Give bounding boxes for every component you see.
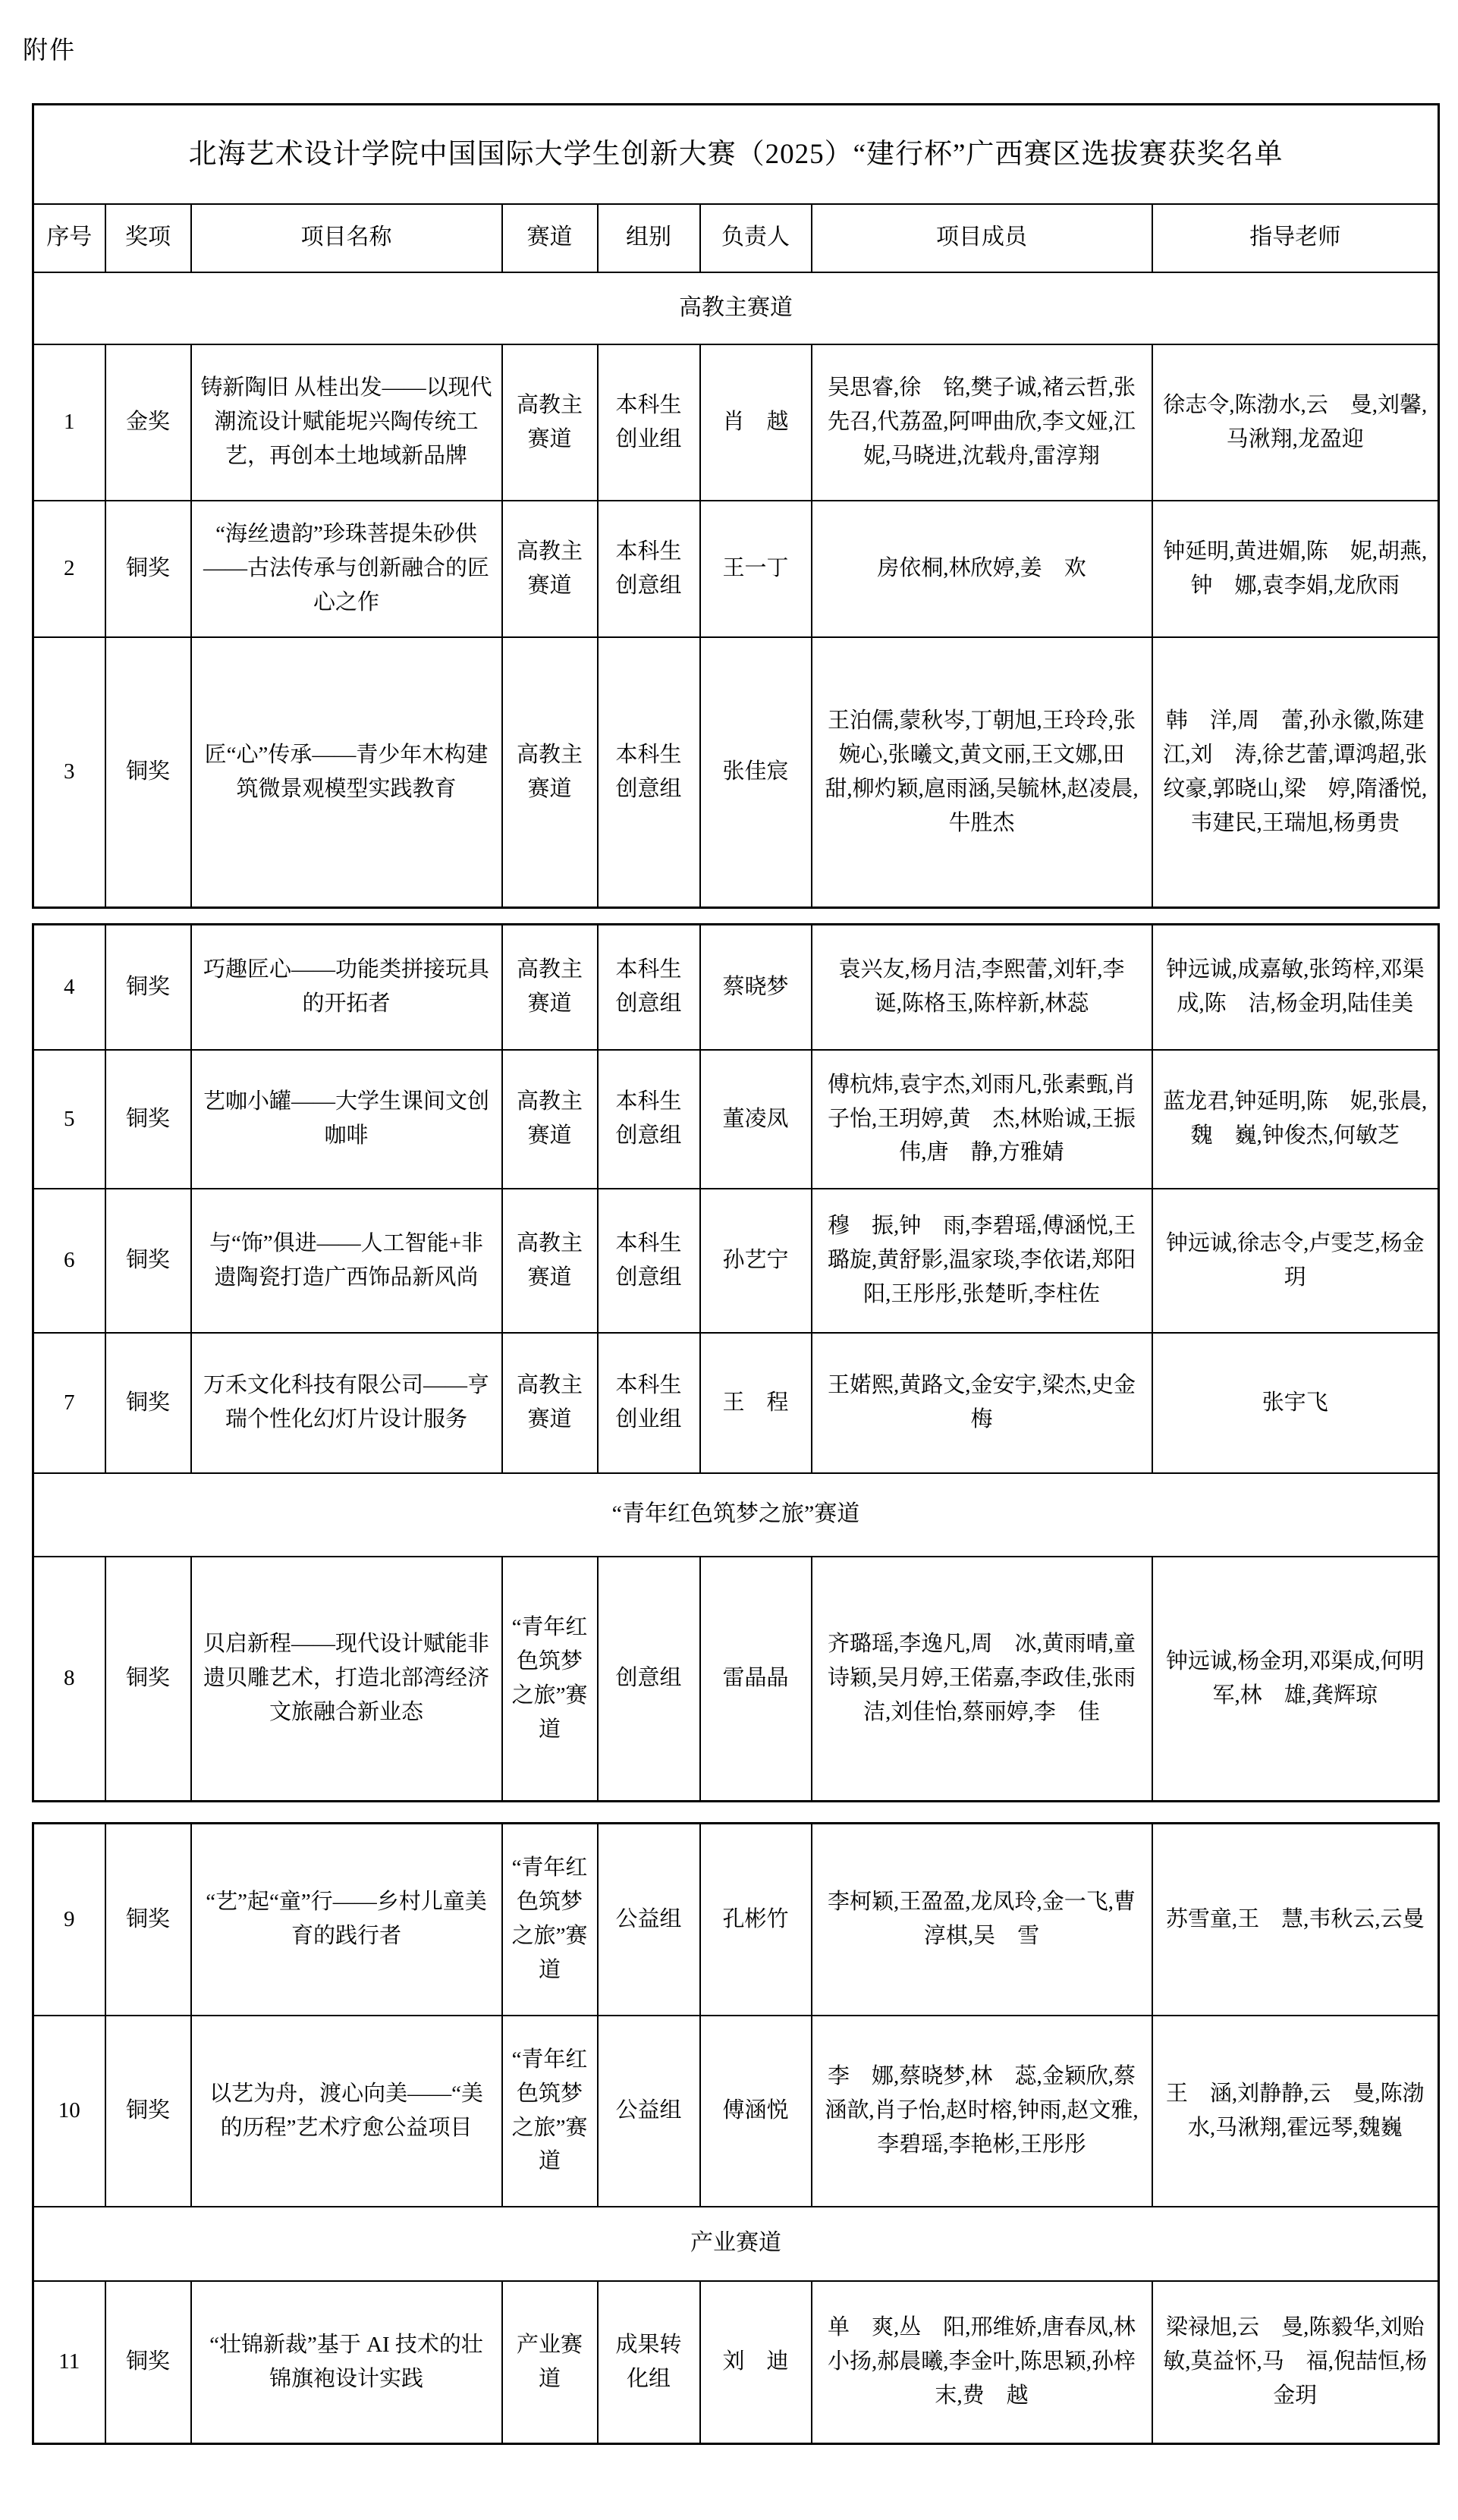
- cell-award: 铜奖: [105, 1824, 191, 2016]
- cell-members: 傅杭炜,袁宇杰,刘雨凡,张素甄,肖子怡,王玥婷,黄 杰,林贻诚,王振伟,唐 静,方雅婧: [812, 1050, 1152, 1189]
- cell-index: 6: [33, 1189, 105, 1333]
- table-row: [33, 1557, 1439, 1802]
- cell-index: 8: [33, 1557, 105, 1802]
- cell-track: “青年红色筑梦之旅”赛道: [502, 1824, 598, 2016]
- cell-index: 4: [33, 925, 105, 1050]
- award-table-segment-3: [32, 1822, 1440, 2445]
- cell-leader: 王 程: [700, 1333, 812, 1473]
- table-row: [33, 1050, 1439, 1189]
- section-header-row: [33, 272, 1439, 344]
- cell-group: 本科生创意组: [598, 1189, 700, 1333]
- cell-leader: 孙艺宁: [700, 1189, 812, 1333]
- cell-award: 铜奖: [105, 1333, 191, 1473]
- table-row: [33, 344, 1439, 501]
- cell-group: 公益组: [598, 1824, 700, 2016]
- section-header: “青年红色筑梦之旅”赛道: [33, 1473, 1439, 1557]
- cell-track: 高教主赛道: [502, 1050, 598, 1189]
- cell-index: 3: [33, 637, 105, 908]
- cell-track: 产业赛道: [502, 2281, 598, 2444]
- cell-members: 李 娜,蔡晓梦,林 蕊,金颖欣,蔡涵歆,肖子怡,赵时榕,钟雨,赵文雅,李碧瑶,李艳彬,王彤彤: [812, 2016, 1152, 2207]
- cell-teachers: 韩 洋,周 蕾,孙永徽,陈建江,刘 涛,徐艺蕾,谭鸿超,张纹豪,郭晓山,梁 婷,隋潘悦,韦建民,王瑞旭,杨勇贵: [1152, 637, 1439, 908]
- cell-group: 创意组: [598, 1557, 700, 1802]
- cell-members: 王泊儒,蒙秋岑,丁朝旭,王玲玲,张婉心,张曦文,黄文丽,王文娜,田 甜,柳灼颖,扈雨涵,吴毓林,赵凌晨,牛胜杰: [812, 637, 1152, 908]
- cell-teachers: 钟远诚,徐志令,卢雯芝,杨金玥: [1152, 1189, 1439, 1333]
- cell-index: 11: [33, 2281, 105, 2444]
- cell-members: 袁兴友,杨月洁,李熙蕾,刘轩,李 诞,陈格玉,陈梓新,林蕊: [812, 925, 1152, 1050]
- table-row: [33, 1333, 1439, 1473]
- cell-group: 本科生创业组: [598, 1333, 700, 1473]
- cell-project-name: “艺”起“童”行——乡村儿童美育的践行者: [191, 1824, 502, 2016]
- cell-members: 王婼熙,黄路文,金安宇,梁杰,史金梅: [812, 1333, 1152, 1473]
- cell-teachers: 梁禄旭,云 曼,陈毅华,刘贻敏,莫益怀,马 福,倪喆恒,杨金玥: [1152, 2281, 1439, 2444]
- table-row: [33, 1189, 1439, 1333]
- cell-track: 高教主赛道: [502, 637, 598, 908]
- cell-group: 本科生创意组: [598, 925, 700, 1050]
- cell-group: 本科生创意组: [598, 501, 700, 637]
- cell-award: 铜奖: [105, 1557, 191, 1802]
- cell-project-name: 贝启新程——现代设计赋能非遗贝雕艺术，打造北部湾经济文旅融合新业态: [191, 1557, 502, 1802]
- cell-index: 5: [33, 1050, 105, 1189]
- cell-project-name: 与“饰”俱进——人工智能+非遗陶瓷打造广西饰品新风尚: [191, 1189, 502, 1333]
- table-row: [33, 2281, 1439, 2444]
- cell-leader: 肖 越: [700, 344, 812, 501]
- cell-index: 7: [33, 1333, 105, 1473]
- cell-leader: 王一丁: [700, 501, 812, 637]
- cell-project-name: 铸新陶旧 从桂出发——以现代潮流设计赋能坭兴陶传统工艺，再创本土地域新品牌: [191, 344, 502, 501]
- cell-index: 9: [33, 1824, 105, 2016]
- cell-project-name: 以艺为舟，渡心向美——“美的历程”艺术疗愈公益项目: [191, 2016, 502, 2207]
- cell-track: 高教主赛道: [502, 501, 598, 637]
- cell-members: 李柯颖,王盈盈,龙凤玲,金一飞,曹淳棋,吴 雪: [812, 1824, 1152, 2016]
- cell-group: 公益组: [598, 2016, 700, 2207]
- cell-index: 1: [33, 344, 105, 501]
- cell-leader: 刘 迪: [700, 2281, 812, 2444]
- cell-members: 单 爽,丛 阳,邢维娇,唐春凤,林小扬,郝晨曦,李金叶,陈思颖,孙梓末,费 越: [812, 2281, 1152, 2444]
- col-header-track: 赛道: [502, 204, 598, 272]
- cell-group: 本科生创意组: [598, 637, 700, 908]
- cell-teachers: 张宇飞: [1152, 1333, 1439, 1473]
- col-header-index: 序号: [33, 204, 105, 272]
- cell-track: “青年红色筑梦之旅”赛道: [502, 2016, 598, 2207]
- cell-project-name: 巧趣匠心——功能类拼接玩具的开拓者: [191, 925, 502, 1050]
- cell-members: 穆 振,钟 雨,李碧瑶,傅涵悦,王璐旋,黄舒影,温家琰,李依诺,郑阳阳,王彤彤,张楚昕,李柱佐: [812, 1189, 1152, 1333]
- col-header-members: 项目成员: [812, 204, 1152, 272]
- cell-leader: 雷晶晶: [700, 1557, 812, 1802]
- table-header-row: [33, 204, 1439, 272]
- cell-track: “青年红色筑梦之旅”赛道: [502, 1557, 598, 1802]
- cell-project-name: 匠“心”传承——青少年木构建筑微景观模型实践教育: [191, 637, 502, 908]
- cell-teachers: 钟远诚,杨金玥,邓渠成,何明军,林 雄,龚辉琼: [1152, 1557, 1439, 1802]
- cell-award: 铜奖: [105, 2016, 191, 2207]
- section-header-row: [33, 2207, 1439, 2281]
- cell-award: 铜奖: [105, 501, 191, 637]
- cell-leader: 傅涵悦: [700, 2016, 812, 2207]
- cell-members: 房依桐,林欣婷,姜 欢: [812, 501, 1152, 637]
- cell-group: 成果转化组: [598, 2281, 700, 2444]
- table-row: [33, 637, 1439, 908]
- cell-teachers: 蓝龙君,钟延明,陈 妮,张晨,魏 巍,钟俊杰,何敏芝: [1152, 1050, 1439, 1189]
- table-row: [33, 2016, 1439, 2207]
- cell-group: 本科生创意组: [598, 1050, 700, 1189]
- col-header-project: 项目名称: [191, 204, 502, 272]
- cell-group: 本科生创业组: [598, 344, 700, 501]
- cell-index: 2: [33, 501, 105, 637]
- cell-award: 铜奖: [105, 1189, 191, 1333]
- cell-project-name: 万禾文化科技有限公司——亨瑞个性化幻灯片设计服务: [191, 1333, 502, 1473]
- award-table-segment-1: [32, 103, 1440, 909]
- cell-leader: 张佳宸: [700, 637, 812, 908]
- table-row: [33, 501, 1439, 637]
- table-title-row: [33, 105, 1439, 204]
- cell-project-name: “壮锦新裁”基于 AI 技术的壮锦旗袍设计实践: [191, 2281, 502, 2444]
- cell-teachers: 徐志令,陈渤水,云 曼,刘馨,马湫翔,龙盈迎: [1152, 344, 1439, 501]
- cell-project-name: “海丝遗韵”珍珠菩提朱砂供——古法传承与创新融合的匠心之作: [191, 501, 502, 637]
- cell-award: 铜奖: [105, 925, 191, 1050]
- cell-teachers: 苏雪童,王 慧,韦秋云,云曼: [1152, 1824, 1439, 2016]
- table-title: 北海艺术设计学院中国国际大学生创新大赛（2025）“建行杯”广西赛区选拔赛获奖名单: [33, 105, 1439, 204]
- cell-members: 吴思睿,徐 铭,樊子诚,褚云哲,张先召,代荔盈,阿呷曲欣,李文娅,江 妮,马晓进,沈载舟,雷淳翔: [812, 344, 1152, 501]
- table-row: [33, 925, 1439, 1050]
- section-header: 高教主赛道: [33, 272, 1439, 344]
- cell-award: 铜奖: [105, 637, 191, 908]
- cell-members: 齐璐瑶,李逸凡,周 冰,黄雨晴,童诗颖,吴月婷,王偌嘉,李政佳,张雨洁,刘佳怡,蔡丽婷,李 佳: [812, 1557, 1152, 1802]
- col-header-award: 奖项: [105, 204, 191, 272]
- cell-teachers: 钟延明,黄进媚,陈 妮,胡燕,钟 娜,袁李娟,龙欣雨: [1152, 501, 1439, 637]
- cell-award: 铜奖: [105, 1050, 191, 1189]
- award-table-segment-2: [32, 923, 1440, 1802]
- cell-teachers: 钟远诚,成嘉敏,张筠梓,邓渠成,陈 洁,杨金玥,陆佳美: [1152, 925, 1439, 1050]
- cell-index: 10: [33, 2016, 105, 2207]
- cell-leader: 孔彬竹: [700, 1824, 812, 2016]
- cell-award: 铜奖: [105, 2281, 191, 2444]
- attachment-label: 附件: [23, 37, 76, 64]
- cell-track: 高教主赛道: [502, 344, 598, 501]
- col-header-leader: 负责人: [700, 204, 812, 272]
- cell-track: 高教主赛道: [502, 925, 598, 1050]
- col-header-teachers: 指导老师: [1152, 204, 1439, 272]
- section-header: 产业赛道: [33, 2207, 1439, 2281]
- cell-track: 高教主赛道: [502, 1189, 598, 1333]
- cell-leader: 蔡晓梦: [700, 925, 812, 1050]
- section-header-row: [33, 1473, 1439, 1557]
- cell-leader: 董凌凤: [700, 1050, 812, 1189]
- cell-award: 金奖: [105, 344, 191, 501]
- cell-teachers: 王 涵,刘静静,云 曼,陈渤水,马湫翔,霍远琴,魏巍: [1152, 2016, 1439, 2207]
- table-row: [33, 1824, 1439, 2016]
- cell-track: 高教主赛道: [502, 1333, 598, 1473]
- cell-project-name: 艺咖小罐——大学生课间文创咖啡: [191, 1050, 502, 1189]
- col-header-group: 组别: [598, 204, 700, 272]
